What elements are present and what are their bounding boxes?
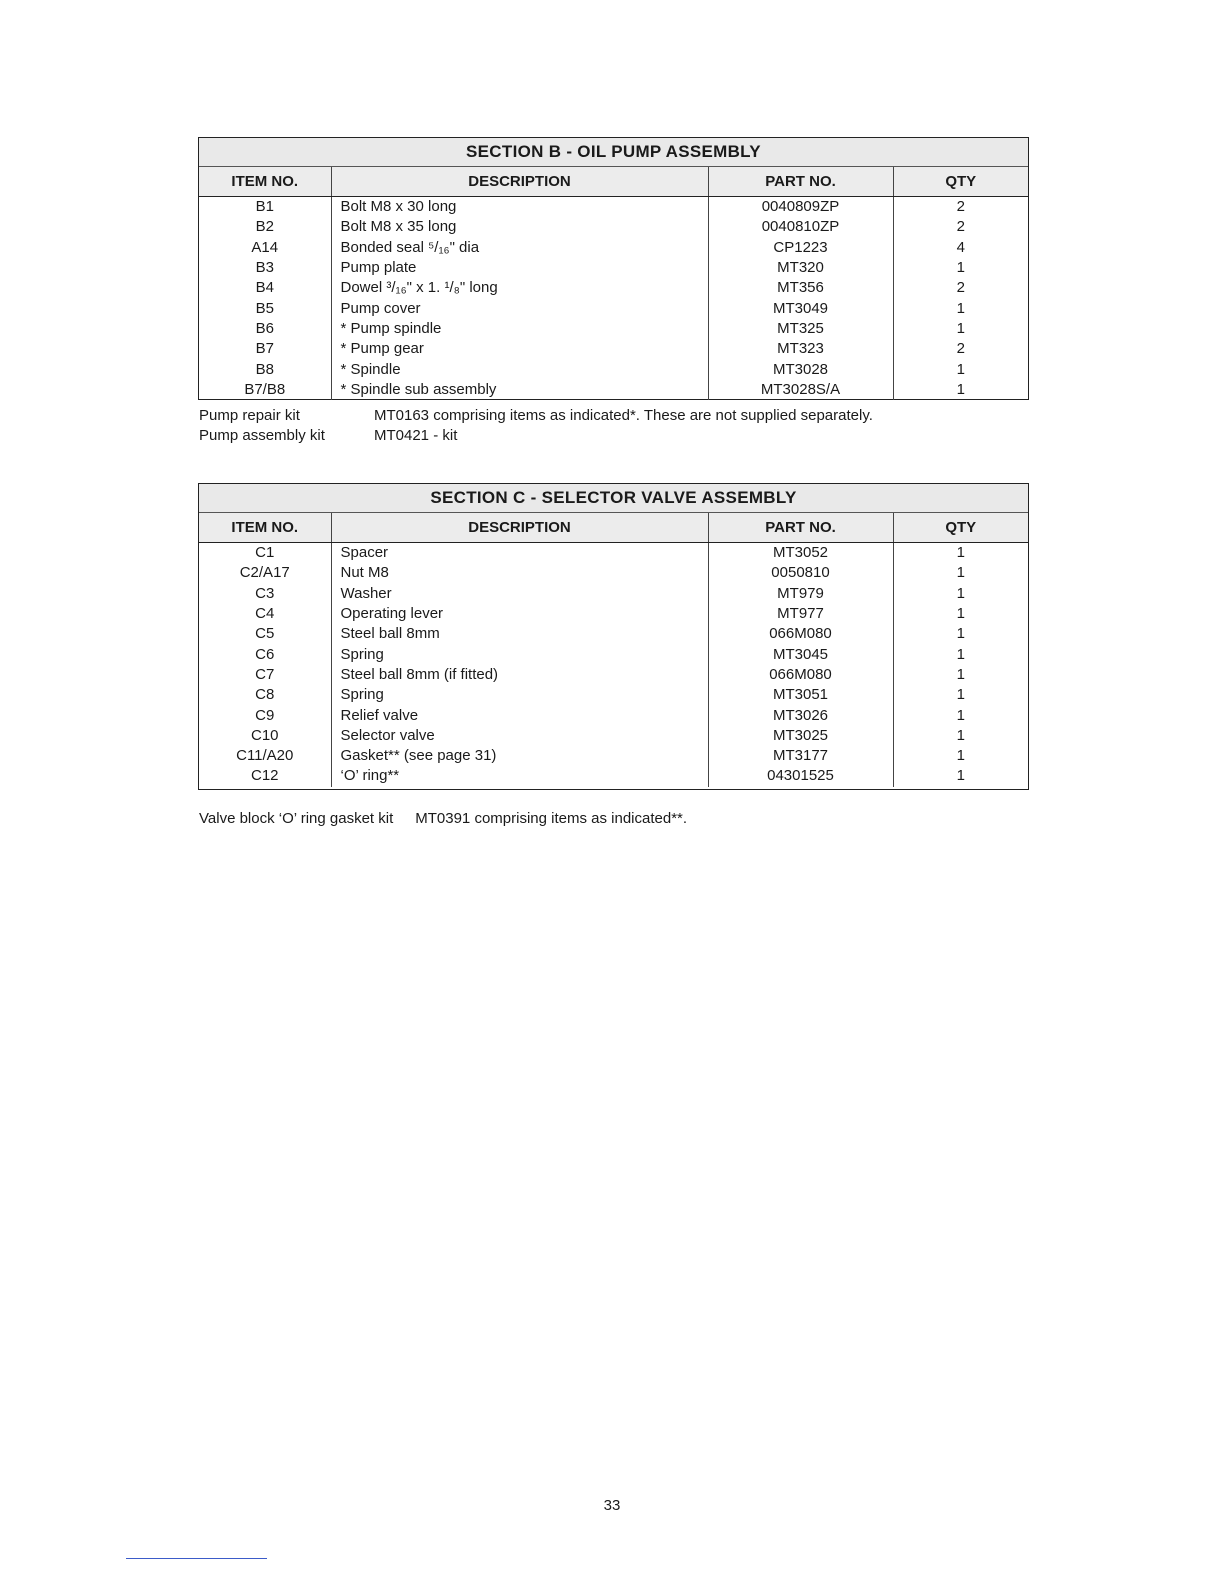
item-no-cell: C7 [199, 665, 331, 685]
part-no-cell: MT3028S/A [708, 380, 893, 400]
part-no-cell: MT320 [708, 258, 893, 278]
header-part-no: PART NO. [708, 513, 893, 543]
table-row [199, 604, 1028, 624]
part-no-cell: 04301525 [708, 766, 893, 786]
description-cell: Gasket** (see page 31) [331, 746, 708, 766]
item-no-cell: C8 [199, 685, 331, 705]
page-number: 33 [603, 1497, 621, 1514]
item-no-cell: C10 [199, 726, 331, 746]
table-row [199, 258, 1028, 278]
header-qty: QTY [893, 513, 1028, 543]
table-row [199, 278, 1028, 298]
qty-cell: 1 [956, 665, 965, 683]
description-cell: Steel ball 8mm [331, 624, 708, 644]
part-no-cell: MT323 [708, 339, 893, 359]
description-cell: ‘O’ ring** [331, 766, 708, 786]
note-text: MT0421 - kit [374, 427, 458, 444]
item-no-cell: C4 [199, 604, 331, 624]
qty-cell: 1 [956, 360, 965, 378]
description-cell: Bonded seal ⁵/₁₆" dia [331, 238, 708, 258]
part-no-cell: MT3051 [708, 685, 893, 705]
description-cell: Selector valve [331, 726, 708, 746]
qty-cell: 1 [956, 584, 965, 602]
table-header-row [199, 513, 1028, 543]
item-no-cell: C6 [199, 644, 331, 664]
part-no-cell: MT977 [708, 604, 893, 624]
table-row [199, 197, 1028, 218]
qty-cell: 1 [956, 625, 965, 643]
valve-block-kit-note [199, 809, 687, 829]
table-row [199, 238, 1028, 258]
footer-rule [126, 1558, 267, 1559]
qty-cell: 2 [956, 218, 965, 236]
note-label: Pump assembly kit [199, 427, 325, 444]
description-cell: Washer [331, 584, 708, 604]
pump-assembly-kit-note [199, 426, 873, 446]
qty-cell: 1 [956, 686, 965, 704]
part-no-cell: MT3045 [708, 644, 893, 664]
table-row [199, 217, 1028, 237]
item-no-cell: C5 [199, 624, 331, 644]
description-cell: Bolt M8 x 35 long [331, 217, 708, 237]
description-cell: Steel ball 8mm (if fitted) [331, 665, 708, 685]
part-no-cell: MT3052 [708, 543, 893, 564]
part-no-cell: MT3028 [708, 359, 893, 379]
table-row [199, 766, 1028, 786]
table-row [199, 624, 1028, 644]
qty-cell: 2 [956, 198, 965, 216]
description-cell: Dowel ³/₁₆" x 1. ¹/₈" long [331, 278, 708, 298]
item-no-cell: B2 [199, 217, 331, 237]
qty-cell: 1 [956, 544, 965, 562]
description-cell: * Spindle [331, 359, 708, 379]
section-b-parts-table [199, 167, 1028, 400]
item-no-cell: C11/A20 [199, 746, 331, 766]
part-no-cell: 0050810 [708, 563, 893, 583]
section-c-body [199, 543, 1028, 787]
header-part-no: PART NO. [708, 167, 893, 197]
table-row [199, 685, 1028, 705]
item-no-cell: C1 [199, 543, 331, 564]
note-label: Pump repair kit [199, 407, 300, 424]
table-row [199, 380, 1028, 400]
item-no-cell: B5 [199, 298, 331, 318]
table-row [199, 298, 1028, 318]
description-cell: * Pump gear [331, 339, 708, 359]
table-row [199, 319, 1028, 339]
item-no-cell: C12 [199, 766, 331, 786]
description-cell: Spring [331, 685, 708, 705]
section-c-table [198, 483, 1029, 790]
table-row [199, 726, 1028, 746]
note-text: MT0163 comprising items as indicated*. These are not supplied separately. [374, 407, 873, 424]
part-no-cell: MT325 [708, 319, 893, 339]
section-b-notes [199, 406, 873, 446]
part-no-cell: MT3025 [708, 726, 893, 746]
part-no-cell: MT979 [708, 584, 893, 604]
table-row [199, 563, 1028, 583]
description-cell: Bolt M8 x 30 long [331, 197, 708, 218]
part-no-cell: 066M080 [708, 665, 893, 685]
header-qty: QTY [893, 167, 1028, 197]
item-no-cell: A14 [199, 238, 331, 258]
note-label: Valve block ‘O’ ring gasket kit [199, 810, 394, 827]
section-b-body [199, 197, 1028, 400]
description-cell: Pump cover [331, 298, 708, 318]
item-no-cell: C3 [199, 584, 331, 604]
table-row [199, 584, 1028, 604]
description-cell: Spring [331, 644, 708, 664]
description-cell: Relief valve [331, 705, 708, 725]
item-no-cell: B1 [199, 197, 331, 218]
table-row [199, 746, 1028, 766]
part-no-cell: CP1223 [708, 238, 893, 258]
description-cell: Operating lever [331, 604, 708, 624]
part-no-cell: MT3026 [708, 705, 893, 725]
table-row [199, 644, 1028, 664]
section-c-parts-table [199, 513, 1028, 787]
pump-repair-kit-note [199, 406, 873, 426]
table-row [199, 665, 1028, 685]
part-no-cell: 0040810ZP [708, 217, 893, 237]
description-cell: Pump plate [331, 258, 708, 278]
qty-cell: 1 [956, 299, 965, 317]
qty-cell: 4 [956, 238, 965, 256]
header-item-no: ITEM NO. [199, 167, 331, 197]
qty-cell: 1 [956, 605, 965, 623]
item-no-cell: C2/A17 [199, 563, 331, 583]
item-no-cell: B4 [199, 278, 331, 298]
qty-cell: 1 [956, 564, 965, 582]
part-no-cell: 0040809ZP [708, 197, 893, 218]
item-no-cell: B3 [199, 258, 331, 278]
qty-cell: 1 [956, 726, 965, 744]
qty-cell: 1 [956, 747, 965, 765]
item-no-cell: B6 [199, 319, 331, 339]
qty-cell: 2 [956, 340, 965, 358]
qty-cell: 1 [956, 380, 965, 398]
section-b-table [198, 137, 1029, 400]
table-row [199, 705, 1028, 725]
qty-cell: 1 [956, 259, 965, 277]
table-row [199, 359, 1028, 379]
item-no-cell: C9 [199, 705, 331, 725]
header-description: DESCRIPTION [331, 513, 708, 543]
description-cell: * Spindle sub assembly [331, 380, 708, 400]
description-cell: Nut M8 [331, 563, 708, 583]
qty-cell: 1 [956, 767, 965, 785]
part-no-cell: MT3177 [708, 746, 893, 766]
table-row [199, 543, 1028, 564]
description-cell: Spacer [331, 543, 708, 564]
header-item-no: ITEM NO. [199, 513, 331, 543]
qty-cell: 1 [956, 706, 965, 724]
qty-cell: 1 [956, 319, 965, 337]
part-no-cell: 066M080 [708, 624, 893, 644]
section-c-title: SECTION C - SELECTOR VALVE ASSEMBLY [199, 484, 1028, 513]
item-no-cell: B7 [199, 339, 331, 359]
description-cell: * Pump spindle [331, 319, 708, 339]
table-header-row [199, 167, 1028, 197]
qty-cell: 2 [956, 279, 965, 297]
note-text: MT0391 comprising items as indicated**. [415, 810, 688, 827]
qty-cell: 1 [956, 645, 965, 663]
item-no-cell: B8 [199, 359, 331, 379]
section-b-title: SECTION B - OIL PUMP ASSEMBLY [199, 138, 1028, 167]
part-no-cell: MT3049 [708, 298, 893, 318]
part-no-cell: MT356 [708, 278, 893, 298]
header-description: DESCRIPTION [331, 167, 708, 197]
table-row [199, 339, 1028, 359]
item-no-cell: B7/B8 [199, 380, 331, 400]
